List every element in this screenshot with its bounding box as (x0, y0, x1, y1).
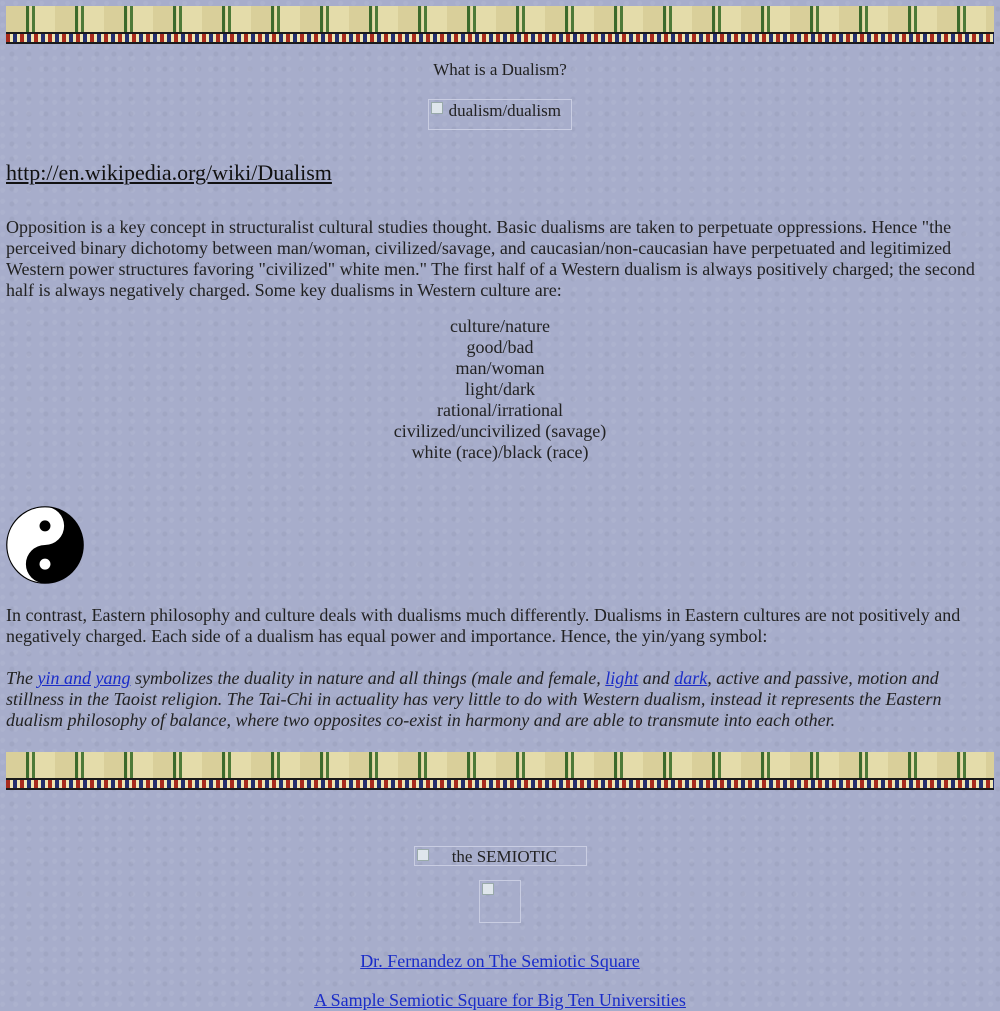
light-link[interactable]: light (605, 668, 639, 688)
semiotic-image-alt: the SEMIOTIC (451, 847, 557, 866)
yinyang-text: , active and passive, motion and stillness in the Taoist religion. The Tai-Chi in actuality has very little to do with Western dualism, instead it represents the Eastern dualism philosophy of balance, where two opposites co-exist in harmony and are able to transmute into each other. (6, 668, 942, 730)
list-item: good/bad (466, 337, 534, 357)
yin-yang-icon (6, 506, 84, 584)
dark-link[interactable]: dark (674, 668, 708, 688)
decorative-border-bottom (6, 752, 994, 790)
decorative-border-top (6, 6, 994, 44)
intro-paragraph: Opposition is a key concept in structuralist cultural studies thought. Basic dualisms are taken to perpetuate oppressions. Hence "the perceived binary dichotomy between man/woman, civilized/savage, and caucasian/non-caucasian have perpetuated and legitimized Western power structures favoring "civilized" white men." The first half of a Western dualism is always positively charged; the second half is always negatively charged. Some key dualisms in Western culture are: (6, 217, 975, 300)
broken-image-icon (482, 883, 494, 895)
yinyang-text: symbolizes the duality in nature and all things (male and female, (130, 668, 606, 688)
broken-image-icon (431, 102, 443, 114)
list-item: man/woman (455, 358, 545, 378)
contrast-paragraph: In contrast, Eastern philosophy and culture deals with dualisms much differently. Dualisms in Eastern cultures are not positively and negatively charged. Each side of a dualism has equal power and importance. Hence, the yin/yang symbol: (6, 605, 961, 646)
border-band (6, 32, 994, 44)
yinyang-paragraph (6, 668, 991, 731)
broken-image-icon (417, 849, 429, 861)
yang-link[interactable]: yang (95, 668, 131, 688)
sample-semiotic-square-link[interactable]: A Sample Semiotic Square for Big Ten Universities (314, 990, 686, 1010)
semiotic-image (414, 846, 587, 866)
semiotic-square-link[interactable]: Dr. Fernandez on The Semiotic Square (360, 951, 640, 971)
dualism-image-alt: dualism/dualism (448, 101, 561, 120)
footer-link-row (0, 951, 1000, 972)
yinyang-text: The (6, 668, 38, 688)
footer-link-row (0, 990, 1000, 1011)
yin-and-link[interactable]: yin and (37, 668, 91, 688)
yinyang-text: and (638, 668, 675, 688)
dualism-image (428, 99, 572, 130)
border-motif (6, 752, 994, 778)
dualism-list (0, 316, 1000, 463)
border-motif (6, 6, 994, 32)
list-item: white (race)/black (race) (411, 442, 589, 462)
placeholder-image (479, 880, 521, 923)
list-item: rational/irrational (437, 400, 563, 420)
wikipedia-link[interactable]: http://en.wikipedia.org/wiki/Dualism (6, 160, 332, 185)
border-band (6, 778, 994, 790)
page-title: What is a Dualism? (433, 60, 567, 79)
list-item: civilized/uncivilized (savage) (393, 421, 607, 441)
list-item: culture/nature (450, 316, 550, 336)
list-item: light/dark (465, 379, 535, 399)
